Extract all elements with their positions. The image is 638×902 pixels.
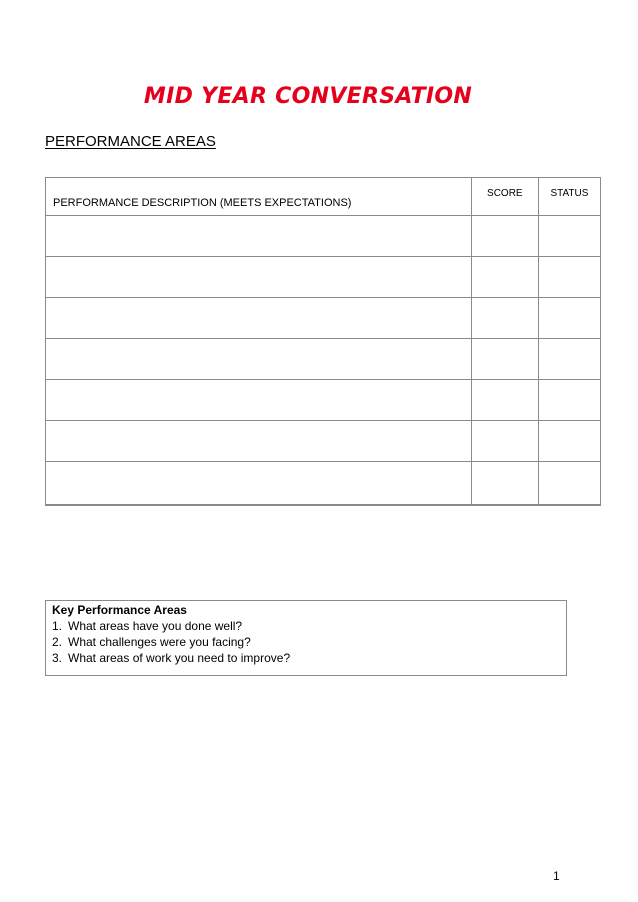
status-cell[interactable] [538,462,600,506]
list-item-number: 1. [52,619,63,633]
table-row [46,339,601,380]
description-cell[interactable] [46,421,472,462]
header-status: STATUS [538,178,600,216]
table-row [46,216,601,257]
status-cell[interactable] [538,298,600,339]
status-cell[interactable] [538,216,600,257]
list-item-text: What areas have you done well? [68,619,243,633]
score-cell[interactable] [471,421,538,462]
kpa-title: Key Performance Areas [52,603,187,617]
status-cell[interactable] [538,380,600,421]
score-cell[interactable] [471,380,538,421]
description-cell[interactable] [46,298,472,339]
status-cell[interactable] [538,339,600,380]
description-cell[interactable] [46,462,472,506]
description-cell[interactable] [46,339,472,380]
table-row [46,298,601,339]
list-item [52,634,560,650]
score-cell[interactable] [471,257,538,298]
description-cell[interactable] [46,257,472,298]
status-cell[interactable] [538,421,600,462]
table-row [46,462,601,506]
list-item-text: What areas of work you need to improve? [68,651,291,665]
score-cell[interactable] [471,462,538,506]
header-description: PERFORMANCE DESCRIPTION (MEETS EXPECTATIONS) [46,178,472,216]
document-title: MID YEAR CONVERSATION [143,84,473,109]
header-score: SCORE [471,178,538,216]
description-cell[interactable] [46,380,472,421]
table-row [46,380,601,421]
list-item-text: What challenges were you facing? [68,635,251,649]
score-cell[interactable] [471,216,538,257]
description-cell[interactable] [46,216,472,257]
section-heading: PERFORMANCE AREAS [45,133,216,150]
table-header-row [46,178,601,216]
status-cell[interactable] [538,257,600,298]
list-item-number: 3. [52,651,63,665]
list-item-number: 2. [52,635,63,649]
score-cell[interactable] [471,298,538,339]
list-item [52,650,560,666]
page-number: 1 [553,869,560,883]
score-cell[interactable] [471,339,538,380]
key-performance-areas-box [45,600,567,676]
performance-table [45,177,601,506]
list-item [52,618,560,634]
table-row [46,421,601,462]
table-row [46,257,601,298]
